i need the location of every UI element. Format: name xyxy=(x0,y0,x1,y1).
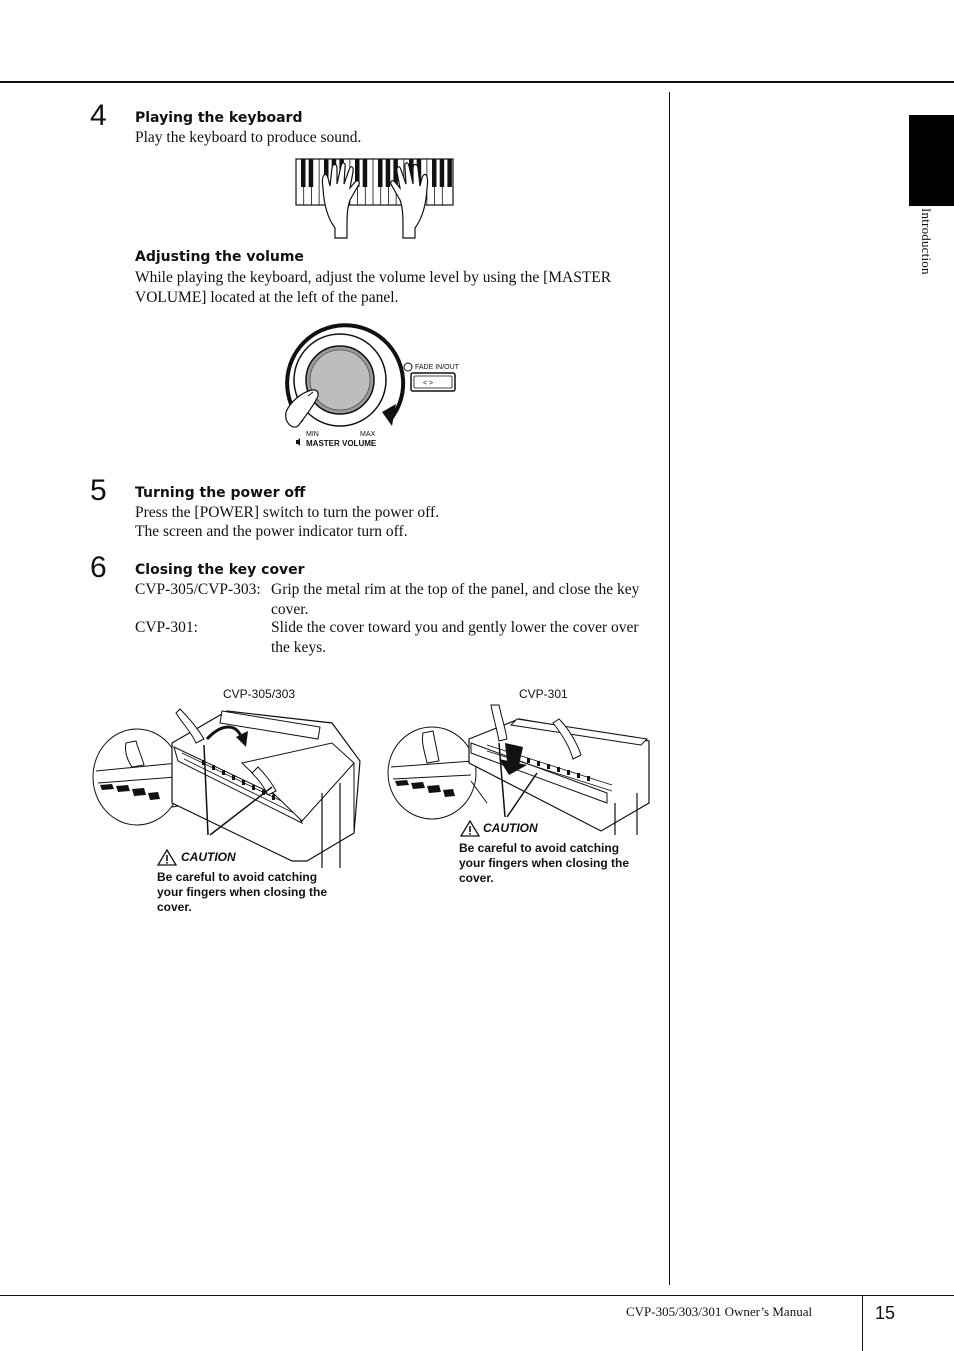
section-tab xyxy=(909,115,954,206)
caution-title-cvp301: CAUTION xyxy=(483,821,538,835)
sub-text-volume: While playing the keyboard, adjust the volume level by using the [MASTER VOLUME] located at the left of the panel. xyxy=(135,269,612,306)
step-heading-power: Turning the power off xyxy=(135,485,306,501)
footer-divider xyxy=(862,1296,863,1351)
step-heading-playing: Playing the keyboard xyxy=(135,110,303,126)
step-number-5: 5 xyxy=(90,474,107,507)
caution-icon xyxy=(460,820,480,837)
caution-text-cvp305-303: Be careful to avoid catching your fingers when closing the cover. xyxy=(157,870,328,914)
fade-inout-button: < > xyxy=(423,380,434,387)
step-heading-key-cover: Closing the key cover xyxy=(135,562,305,578)
speaker-icon xyxy=(296,438,300,446)
definition-term-cvp305-303: CVP-305/CVP-303: xyxy=(135,581,261,598)
step-text-playing: Play the keyboard to produce sound. xyxy=(135,129,362,146)
definition-text-cvp301: Slide the cover toward you and gently lower the cover over the keys. xyxy=(271,619,639,656)
key-cover-illustration-cvp305-303 xyxy=(92,703,367,873)
step-number-4: 4 xyxy=(90,99,107,132)
fade-inout-label: FADE IN/OUT xyxy=(415,364,459,371)
caution-icon xyxy=(157,849,177,866)
volume-max-label: MAX xyxy=(360,431,376,438)
definition-text-cvp305-303: Grip the metal rim at the top of the panel, and close the key cover. xyxy=(271,581,640,618)
top-rule xyxy=(0,81,954,83)
keyboard-hands-illustration xyxy=(295,158,455,240)
step-text-power-line-2: The screen and the power indicator turn off. xyxy=(135,523,408,540)
definition-term-cvp301: CVP-301: xyxy=(135,619,198,636)
master-volume-illustration xyxy=(280,322,480,452)
key-cover-illustration-cvp301 xyxy=(387,703,655,838)
volume-min-label: MIN xyxy=(306,431,319,438)
section-tab-label: Introduction xyxy=(919,208,934,275)
figure-label-cvp305-303: CVP-305/303 xyxy=(223,687,296,701)
caution-title-cvp305-303: CAUTION xyxy=(181,850,236,864)
footer-manual-title: CVP-305/303/301 Owner’s Manual xyxy=(626,1304,813,1319)
sub-heading-volume: Adjusting the volume xyxy=(135,249,304,265)
footer-rule xyxy=(0,1295,954,1296)
caution-text-cvp301: Be careful to avoid catching your fingers when closing the cover. xyxy=(459,841,630,885)
page-number: 15 xyxy=(875,1303,896,1323)
step-number-6: 6 xyxy=(90,551,107,584)
master-volume-label: MASTER VOLUME xyxy=(306,439,377,448)
column-divider xyxy=(669,92,670,1285)
figure-label-cvp301: CVP-301 xyxy=(519,687,568,701)
step-text-power-line-1: Press the [POWER] switch to turn the power off. xyxy=(135,504,440,521)
